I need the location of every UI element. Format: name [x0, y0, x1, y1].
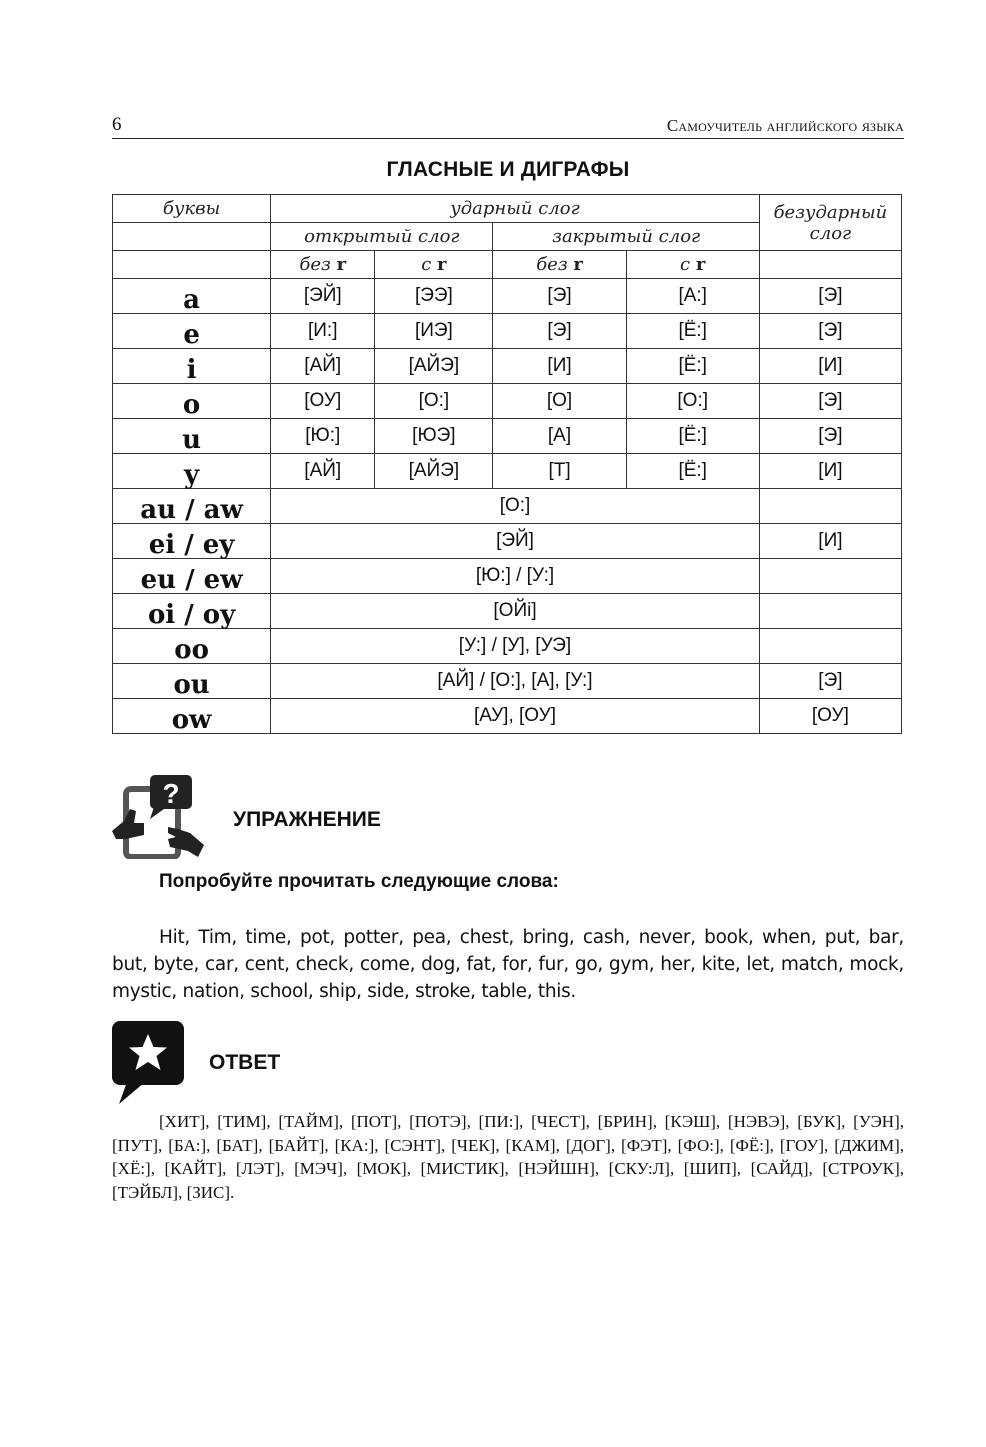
table-header-row [113, 195, 902, 223]
header-empty [113, 251, 271, 279]
table-row [113, 699, 902, 734]
table-row [113, 314, 902, 349]
answer-heading: ОТВЕТ [209, 1051, 281, 1074]
table-cell: [О] [493, 384, 626, 419]
header-closed-syllable: закрытый слог [493, 223, 759, 251]
table-cell [759, 489, 901, 524]
letter-cell: a [113, 279, 271, 314]
header-open-with-r: с r [375, 251, 493, 279]
exercise-task: Попробуйте прочитать следующие слова: [159, 871, 559, 892]
table-cell: [ОЙi] [271, 594, 760, 629]
table-cell: [ЭЭ] [375, 279, 493, 314]
table-cell: [АЙ] [271, 454, 375, 489]
table-cell: [Т] [493, 454, 626, 489]
table-cell: [О:] [375, 384, 493, 419]
letter-cell: ou [113, 664, 271, 699]
table-cell: [Э] [759, 419, 901, 454]
table-cell: [У:] / [У], [УЭ] [271, 629, 760, 664]
table-cell: [АЙ] / [О:], [А], [У:] [271, 664, 760, 699]
table-row [113, 384, 902, 419]
r-letter: r [695, 254, 706, 275]
table-cell: [Э] [759, 279, 901, 314]
table-cell: [Ё:] [626, 349, 759, 384]
table-cell: [И] [493, 349, 626, 384]
table-cell: [Э] [759, 664, 901, 699]
table-cell: [АУ], [ОУ] [271, 699, 760, 734]
table-cell: [Ё:] [626, 454, 759, 489]
table-cell: [АЙЭ] [375, 454, 493, 489]
table-row [113, 454, 902, 489]
table-cell: [И:] [271, 314, 375, 349]
letter-cell: e [113, 314, 271, 349]
table-row [113, 559, 902, 594]
table-cell: [АЙЭ] [375, 349, 493, 384]
letter-cell: u [113, 419, 271, 454]
book-title: Самоучитель английского языка [666, 116, 904, 135]
table-cell: [Ё:] [626, 314, 759, 349]
letter-cell: y [113, 454, 271, 489]
table-cell: [А:] [626, 279, 759, 314]
table-row [113, 664, 902, 699]
header-empty [759, 251, 901, 279]
header-stressed: ударный слог [271, 195, 760, 223]
table-cell: [Ю:] [271, 419, 375, 454]
table-cell: [А] [493, 419, 626, 454]
letter-cell: i [113, 349, 271, 384]
star-speech-bubble-icon [111, 1020, 185, 1106]
table-cell: [О:] [626, 384, 759, 419]
table-cell [759, 594, 901, 629]
letter-cell: eu / ew [113, 559, 271, 594]
table-cell: [ИЭ] [375, 314, 493, 349]
table-cell: [Ё:] [626, 419, 759, 454]
table-cell: [ОУ] [271, 384, 375, 419]
table-cell: [И] [759, 349, 901, 384]
header-empty [113, 223, 271, 251]
table-row [113, 279, 902, 314]
table-cell: [Э] [759, 384, 901, 419]
header-letters: буквы [113, 195, 271, 223]
r-letter: r [437, 254, 447, 275]
table-row [113, 524, 902, 559]
exercise-words: Hit, Tim, time, pot, potter, pea, chest, bring, cash, never, book, when, put, bar, but, byte, car, cent, check, come, dog, fat, for, fur, go, gym, her, kite, let, match, mock, mystic, nation, school, ship, side, stroke, table, this. [112, 927, 904, 1002]
table-row [113, 594, 902, 629]
table-cell: [Э] [759, 314, 901, 349]
header-unstressed: безударный слог [759, 195, 901, 251]
letter-cell: oi / oy [113, 594, 271, 629]
table-row [113, 349, 902, 384]
running-header [112, 112, 904, 139]
tablet-question-icon [110, 775, 206, 859]
table-cell: [АЙ] [271, 349, 375, 384]
table-title: ГЛАСНЫЕ И ДИГРАФЫ [386, 158, 630, 181]
table-row [113, 629, 902, 664]
table-cell: [ОУ] [759, 699, 901, 734]
vowels-table [112, 194, 902, 734]
table-row [113, 489, 902, 524]
table-cell: [О:] [271, 489, 760, 524]
answer-text: [ХИТ], [ТИМ], [ТАЙМ], [ПОТ], [ПОТЭ], [ПИ:], [ЧЕСТ], [БРИН], [КЭШ], [НЭВЭ], [БУК], [УЭН], [ПУТ], [БА:], [БАТ], [БАЙТ], [КА:], [СЭНТ], [ЧЕК], [КАМ], [ДОГ], [ФЭТ], [ФО:], [ФЁ:], [ГОУ], [ДЖИМ], [ХЁ:], [КАЙТ], [ЛЭТ], [МЭЧ], [МОК], [МИСТИК], [НЭЙШН], [СКУ:Л], [ШИП], [САЙД], [СТРОУК], [ТЭЙБЛ], [ЗИС]. [112, 1112, 904, 1202]
r-letter: r [336, 254, 347, 275]
page-number: 6 [112, 114, 122, 135]
header-open-syllable: открытый слог [271, 223, 493, 251]
table-cell [759, 629, 901, 664]
header-closed-no-r: без r [493, 251, 626, 279]
table-cell: [И] [759, 454, 901, 489]
table-cell [759, 559, 901, 594]
exercise-heading: УПРАЖНЕНИЕ [233, 808, 381, 831]
table-cell: [Ю:] / [У:] [271, 559, 760, 594]
table-cell: [Э] [493, 279, 626, 314]
header-closed-with-r: с r [626, 251, 759, 279]
letter-cell: oo [113, 629, 271, 664]
table-header-row [113, 251, 902, 279]
table-row [113, 419, 902, 454]
table-cell: [ЭЙ] [271, 279, 375, 314]
letter-cell: ei / ey [113, 524, 271, 559]
table-cell: [И] [759, 524, 901, 559]
svg-text:?: ? [162, 778, 180, 809]
letter-cell: ow [113, 699, 271, 734]
table-cell: [ЮЭ] [375, 419, 493, 454]
letter-cell: au / aw [113, 489, 271, 524]
header-open-no-r: без r [271, 251, 375, 279]
r-letter: r [573, 254, 583, 275]
table-cell: [ЭЙ] [271, 524, 760, 559]
table-cell: [Э] [493, 314, 626, 349]
letter-cell: o [113, 384, 271, 419]
